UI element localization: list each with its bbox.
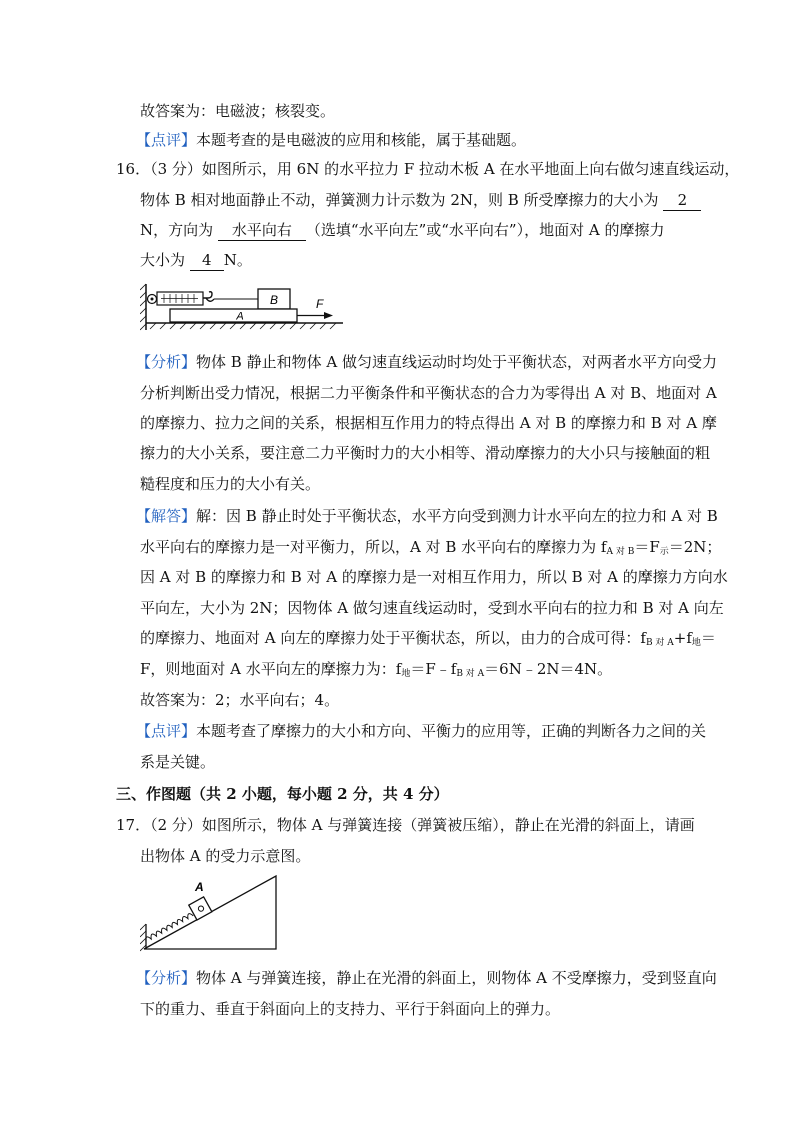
q16-line1 bbox=[116, 159, 739, 179]
q15-comment bbox=[136, 130, 526, 150]
solution-text: ＝2N； bbox=[668, 538, 722, 556]
q16-analysis-line2: 分析判断出受力情况，根据二力平衡条件和平衡状态的合力为零得出 A 对 B、地面对 A bbox=[140, 384, 717, 402]
q17-analysis-line1 bbox=[136, 968, 717, 988]
q17-line1 bbox=[116, 815, 695, 835]
q16-line2 bbox=[140, 190, 701, 211]
subscript: 地 bbox=[401, 669, 411, 679]
q16-analysis-line3: 的摩擦力、拉力之间的关系，根据相互作用力的特点得出 A 对 B 的摩擦力和 B 对 A 摩 bbox=[140, 414, 717, 432]
q15-answer: 故答案为：电磁波；核裂变。 bbox=[140, 102, 336, 120]
comment-text: 本题考查了摩擦力的大小和方向、平衡力的应用等，正确的判断各力之间的关 bbox=[196, 722, 707, 740]
section-title: 三、作图题（共 2 小题，每小题 2 分，共 4 分） bbox=[116, 785, 449, 803]
question-text: 大小为 bbox=[140, 251, 186, 269]
answer-blank-1: 2 bbox=[663, 190, 701, 211]
q16-line4 bbox=[140, 250, 252, 271]
question-text: （3 分）如图所示，用 6N 的水平拉力 F 拉动木板 A 在水平地面上向右做匀速直线运动， bbox=[150, 160, 740, 178]
answer-blank-3: 4 bbox=[190, 250, 224, 271]
analysis-tag: 【分析】 bbox=[136, 353, 197, 371]
q16-figure bbox=[140, 282, 345, 337]
solution-text: ＝F﹣f bbox=[410, 660, 457, 678]
q16-solution-line2 bbox=[140, 537, 721, 562]
question-text: （2 分）如图所示，物体 A 与弹簧连接（弹簧被压缩），静止在光滑的斜面上，请画 bbox=[150, 816, 695, 834]
q16-line3 bbox=[140, 220, 664, 241]
subscript: 地 bbox=[691, 638, 701, 648]
solution-text: 的摩擦力、地面对 A 向左的摩擦力处于平衡状态，所以，由力的合成可得：f bbox=[140, 629, 646, 647]
solution-text: ＝F bbox=[634, 538, 660, 556]
comment-tag: 【点评】 bbox=[136, 722, 197, 740]
q16-comment-line2: 系是关键。 bbox=[140, 753, 216, 771]
question-text: （选填“水平向左”或“水平向右”），地面对 A 的摩擦力 bbox=[305, 221, 665, 239]
analysis-text: 物体 A 与弹簧连接，静止在光滑的斜面上，则物体 A 不受摩擦力，受到竖直向 bbox=[196, 969, 717, 987]
subscript: 示 bbox=[659, 547, 669, 557]
question-text: 物体 B 相对地面静止不动，弹簧测力计示数为 2N，则 B 所受摩擦力的大小为 bbox=[140, 191, 659, 209]
q17-figure bbox=[140, 870, 280, 952]
q17-line2: 出物体 A 的受力示意图。 bbox=[140, 847, 311, 865]
comment-text: 本题考查的是电磁波的应用和核能，属于基础题。 bbox=[196, 131, 527, 149]
solution-tag: 【解答】 bbox=[136, 507, 197, 525]
question-text: N，方向为 bbox=[140, 221, 214, 239]
q16-analysis-line4: 擦力的大小关系，要注意二力平衡时力的大小相等、滑动摩擦力的大小只与接触面的粗 bbox=[140, 444, 711, 462]
solution-text: 解：因 B 静止时处于平衡状态，水平方向受到测力计水平向左的拉力和 A 对 B bbox=[196, 507, 718, 525]
analysis-text: 物体 B 静止和物体 A 做匀速直线运动时均处于平衡状态，对两者水平方向受力 bbox=[196, 353, 717, 371]
subscript: B 对 A bbox=[456, 669, 485, 679]
q16-solution-line4: 平向左，大小为 2N；因物体 A 做匀速直线运动时，受到水平向右的拉力和 B 对 A 向左 bbox=[140, 599, 724, 617]
label-b: B bbox=[269, 293, 279, 307]
label-f: F bbox=[316, 297, 324, 311]
subscript: A 对 B bbox=[606, 547, 635, 557]
comment-tag: 【点评】 bbox=[136, 131, 197, 149]
question-text: N。 bbox=[223, 251, 252, 269]
q16-solution-line5 bbox=[140, 628, 716, 653]
label-a: A bbox=[195, 880, 204, 894]
q16-comment-line1 bbox=[136, 721, 706, 741]
analysis-tag: 【分析】 bbox=[136, 969, 197, 987]
answer-blank-2: 水平向右 bbox=[218, 220, 306, 241]
solution-text: ＝ bbox=[700, 629, 716, 647]
q16-solution-line6 bbox=[140, 659, 612, 684]
q17-analysis-line2: 下的重力、垂直于斜面向上的支持力、平行于斜面向上的弹力。 bbox=[140, 1000, 561, 1018]
q16-analysis-line5: 糙程度和压力的大小有关。 bbox=[140, 475, 321, 493]
q16-analysis-line1 bbox=[136, 352, 717, 372]
solution-text: F，则地面对 A 水平向左的摩擦力为：f bbox=[140, 660, 402, 678]
label-a: A bbox=[236, 310, 244, 323]
q16-solution-line3: 因 A 对 B 的摩擦力和 B 对 A 的摩擦力是一对相互作用力，所以 B 对 A 的摩擦力方向水 bbox=[140, 568, 728, 586]
question-number: 16． bbox=[116, 160, 151, 178]
board-a bbox=[170, 309, 297, 322]
q16-solution-line1 bbox=[136, 506, 718, 526]
solution-text: 水平向右的摩擦力是一对平衡力，所以，A 对 B 水平向右的摩擦力为 f bbox=[140, 538, 607, 556]
solution-text: +f bbox=[673, 629, 692, 647]
solution-text: ＝6N﹣2N＝4N。 bbox=[484, 660, 613, 678]
q16-answer: 故答案为：2；水平向右；4。 bbox=[140, 691, 340, 709]
question-number: 17． bbox=[116, 816, 151, 834]
subscript: B 对 A bbox=[645, 638, 674, 648]
